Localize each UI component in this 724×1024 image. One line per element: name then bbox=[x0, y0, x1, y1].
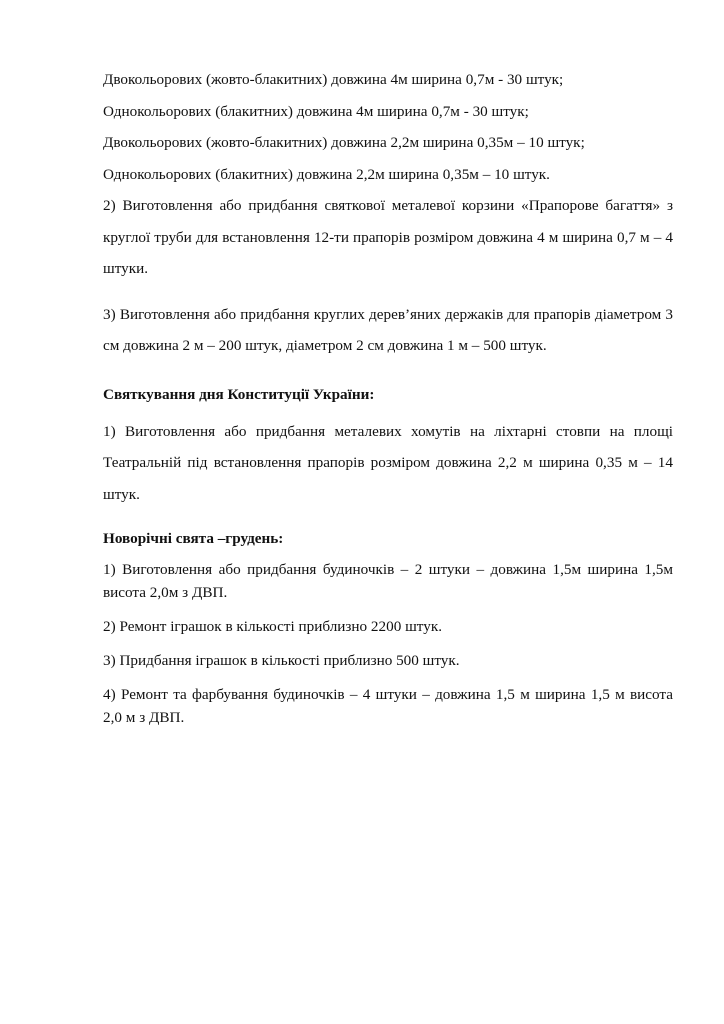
item-2-basket: 2) Виготовлення або придбання святкової металевої корзини «Прапорове багаття» з круглої труби для встановлення 12-ти прапорів розміром довжина 4 м ширина 0,7 м – 4 штуки. bbox=[103, 197, 673, 277]
item-3-flagpoles: 3) Виготовлення або придбання круглих дерев’яних держаків для прапорів діаметром 3 см довжина 2 м – 200 штук, діаметром 2 см довжина 1 м – 500 штук. bbox=[103, 305, 673, 354]
new-year-heading: Новорічні свята –грудень: bbox=[103, 530, 284, 547]
document-page bbox=[103, 64, 673, 729]
constitution-item-1: 1) Виготовлення або придбання металевих хомутів на ліхтарні стовпи на площі Театральній під встановлення прапорів розміром довжина 2,2 м ширина 0,35 м – 14 штук. bbox=[103, 422, 673, 503]
new-year-item-2: 2) Ремонт іграшок в кількості приблизно 2200 штук. bbox=[103, 618, 442, 635]
new-year-item-1: 1) Виготовлення або придбання будиночків – 2 штуки – довжина 1,5м ширина 1,5м висота 2,0м з ДВП. bbox=[103, 561, 673, 601]
flag-line-2: Однокольорових (блакитних) довжина 4м ширина 0,7м - 30 штук; bbox=[103, 102, 529, 120]
flag-line-3: Двокольорових (жовто-блакитних) довжина 2,2м ширина 0,35м – 10 штук; bbox=[103, 134, 585, 151]
new-year-item-3: 3) Придбання іграшок в кількості приблизно 500 штук. bbox=[103, 652, 460, 669]
new-year-item-4: 4) Ремонт та фарбування будиночків – 4 штуки – довжина 1,5 м ширина 1,5 м висота 2,0 м з ДВП. bbox=[103, 686, 673, 726]
flag-line-1: Двокольорових (жовто-блакитних) довжина 4м ширина 0,7м - 30 штук; bbox=[103, 71, 564, 88]
constitution-day-heading: Святкування дня Конституції України: bbox=[103, 385, 375, 403]
flag-line-4: Однокольорових (блакитних) довжина 2,2м ширина 0,35м – 10 штук. bbox=[103, 165, 550, 183]
